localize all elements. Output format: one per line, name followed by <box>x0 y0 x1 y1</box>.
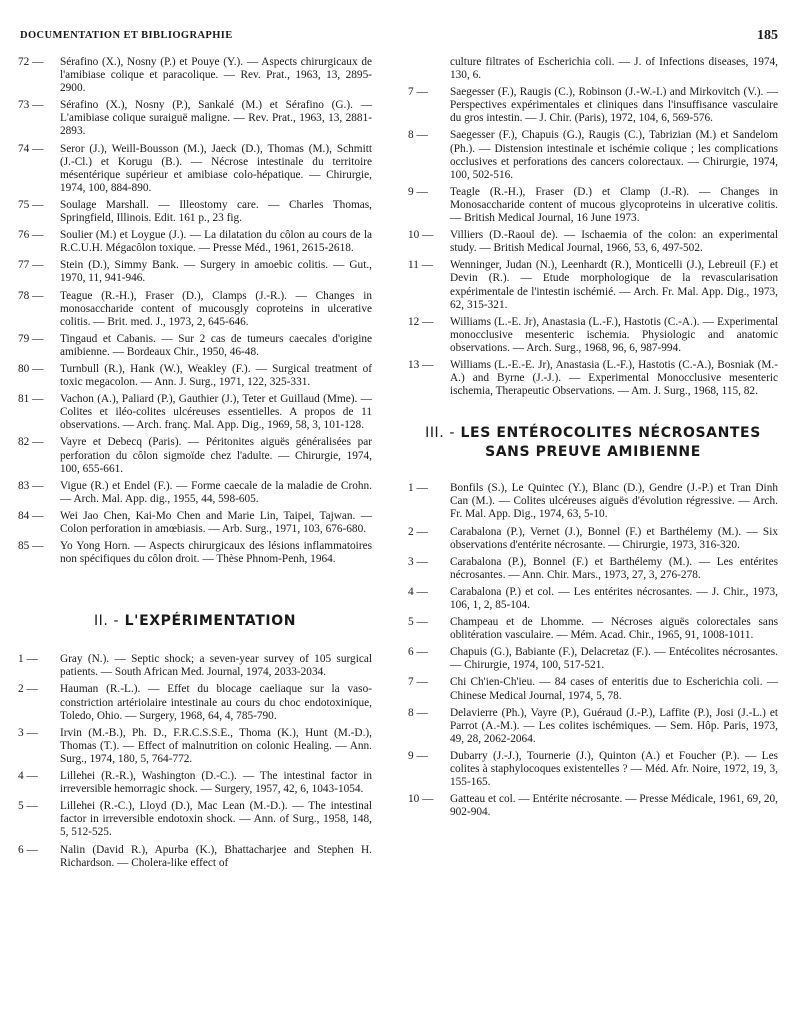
right-column <box>408 56 778 823</box>
reference-entry <box>18 653 372 679</box>
reference-text: Sérafino (X.), Nosny (P.), Sankalé (M.) et Sérafino (G.). — L'amibiase colique suraiguë maligne. — Rev. Prat., 1963, 13, 2881-2893. <box>60 99 372 138</box>
reference-number: 80 — <box>18 362 44 375</box>
reference-entry <box>408 186 778 225</box>
reference-entry <box>18 199 372 225</box>
reference-number: 2 — <box>408 525 428 538</box>
section-heading-experimentation <box>18 612 372 631</box>
section-number: III. - <box>425 425 456 442</box>
reference-text: culture filtrates of Escherichia coli. — J. of Infections diseases, 1974, 130, 6. <box>450 56 778 82</box>
reference-text: Vigue (R.) et Endel (F.). — Forme caecale de la maladie de Crohn. — Arch. Mal. App. dig., 1955, 44, 598-605. <box>60 479 372 505</box>
reference-entry <box>408 676 778 702</box>
reference-number: 8 — <box>408 129 428 142</box>
running-title: DOCUMENTATION ET BIBLIOGRAPHIE <box>20 30 233 41</box>
reference-text: Lillehei (R.-R.), Washington (D.-C.). — The intestinal factor in irreversible hemorragic shock. — Surgery, 1957, 42, 6, 1043-1054. <box>60 770 372 796</box>
reference-number: 9 — <box>408 749 428 762</box>
reference-text: Carabalona (P.), Vernet (J.), Bonnel (F.) et Barthélemy (M.). — Six observations d'entérite nécrosante. — Chirurgie, 1973, 316-320. <box>450 525 778 551</box>
reference-number: 10 — <box>408 229 434 242</box>
section-title: L'EXPÉRIMENTATION <box>124 613 297 630</box>
reference-number: 6 — <box>408 646 428 659</box>
reference-text: Williams (L.-E.-E. Jr), Anastasia (L.-F.), Hastotis (C.-A.), Bosniak (M.-A.) and Byrne (J.-J.). — Experimental Monocclusive mesenteric ischemia, Therapeutic Observations. — Am. J. Surg., 1968, 115, 82. <box>450 358 778 398</box>
reference-entry <box>18 56 372 95</box>
reference-list-part-4 <box>408 482 778 819</box>
reference-number: 78 — <box>18 289 44 302</box>
reference-text: Wenninger, Judan (N.), Leenhardt (R.), Monticelli (J.), Lebreuil (F.) et Devin (R.). — Etude morphologique de la revascularisation expérimentale de l'intestin ischémié. — Arch. Fr. Mal. App. Dig., 1973, 62, 315-321. <box>450 259 778 311</box>
reference-text: Bonfils (S.), Le Quintec (Y.), Blanc (D.), Gendre (J.-P.) et Tran Dinh Can (M.). — Colites ulcéreuses aiguës d'évolution régressive. — Arch. Fr. Mal. App. Dig., 1974, 63, 5-10. <box>450 482 778 521</box>
reference-entry <box>18 393 372 432</box>
reference-number: 76 — <box>18 229 44 242</box>
reference-text: Villiers (D.-Raoul de). — Ischaemia of the colon: an experimental study. — British Medical Journal, 1966, 53, 6, 497-502. <box>450 229 778 255</box>
reference-list-part-1 <box>18 56 372 566</box>
reference-text: Gray (N.). — Septic shock; a seven-year survey of 105 surgical patients. — South African Med. Journal, 1974, 2033-2034. <box>60 653 372 679</box>
reference-entry <box>408 750 778 789</box>
reference-text: Seror (J.), Weill-Bousson (M.), Jaeck (D.), Thomas (M.), Schmitt (J.-Cl.) et Korugu (B.). — Nécrose intestinale du territoire mésentérique supérieur et amibiase colo-hépatique. — Chirurgie, 1974, 100, 884-890. <box>60 142 372 194</box>
reference-number: 81 — <box>18 393 44 406</box>
reference-number: 74 — <box>18 142 44 155</box>
reference-number: 5 — <box>18 800 38 813</box>
reference-number: 1 — <box>408 482 428 495</box>
reference-text: Nalin (David R.), Apurba (K.), Bhattacharjee and Stephen H. Richardson. — Cholera-like effect of <box>60 843 372 869</box>
reference-number: 10 — <box>408 793 434 806</box>
reference-number: 73 — <box>18 99 44 112</box>
reference-entry <box>408 316 778 355</box>
reference-entry <box>408 616 778 642</box>
reference-number: 7 — <box>408 676 428 689</box>
reference-number: 83 — <box>18 479 44 492</box>
reference-number: 85 — <box>18 540 44 553</box>
reference-entry <box>408 707 778 746</box>
reference-number: 3 — <box>18 726 38 739</box>
reference-text: Yo Yong Horn. — Aspects chirurgicaux des lésions inflammatoires non spécifiques du côlon droit. — Thèse Phnom-Penh, 1964. <box>60 540 372 566</box>
reference-text: Soulier (M.) et Loygue (J.). — La dilatation du côlon au cours de la R.C.U.H. Mégacôlon toxique. — Presse Méd., 1961, 2615-2618. <box>60 229 372 255</box>
reference-text: Champeau et de Lhomme. — Nécroses aiguës colorectales sans oblitération vasculaire. — Mém. Acad. Chir., 1965, 91, 1008-1011. <box>450 616 778 642</box>
section-title-line-1: III. - LES ENTÉROCOLITES NÉCROSANTES <box>425 425 761 442</box>
reference-text: Carabalona (P.), Bonnel (F.) et Barthélemy (M.). — Les entérites nécrosantes. — Ann. Chir. Mars., 1973, 27, 3, 276-278. <box>450 555 778 581</box>
reference-entry <box>18 800 372 839</box>
reference-entry <box>18 436 372 475</box>
reference-text: Carabalona (P.) et col. — Les entérites nécrosantes. — J. Chir., 1973, 106, 1, 2, 85-104. <box>450 585 778 611</box>
reference-entry <box>408 526 778 552</box>
reference-list-part-2 <box>18 653 372 869</box>
reference-entry <box>18 333 372 359</box>
reference-entry <box>18 259 372 285</box>
reference-text: Gatteau et col. — Entérite nécrosante. — Presse Médicale, 1961, 69, 20, 902-904. <box>450 793 778 819</box>
reference-text: Teague (R.-H.), Fraser (D.), Clamps (J.-R.). — Changes in monosaccharide content of mucousgly coproteins in ulcerative colitis. — Brit. med. J., 1973, 2, 645-646. <box>60 289 372 328</box>
reference-number: 4 — <box>18 770 38 783</box>
section-number: II. - <box>93 613 120 630</box>
reference-text: Chapuis (G.), Babiante (F.), Delacretaz (F.). — Entécolites nécrosantes. — Chirurgie, 1974, 100, 517-521. <box>450 646 778 672</box>
left-column <box>18 56 372 874</box>
reference-text: Chi Ch'ien-Ch'ieu. — 84 cases of enteritis due to Escherichia coli. — Chinese Medical Journal, 1974, 5, 78. <box>450 676 778 702</box>
reference-text: Hauman (R.-L.). — Effet du blocage caeliaque sur la vaso-constriction artériolaire intestinale au cours du choc endotoxinique, Toledo, Ohio. — Surgery, 1968, 64, 4, 785-790. <box>60 683 372 722</box>
reference-number: 7 — <box>408 86 428 99</box>
reference-number: 2 — <box>18 683 38 696</box>
page-number: 185 <box>757 28 778 43</box>
reference-entry <box>408 793 778 819</box>
reference-text: Dubarry (J.-J.), Tournerie (J.), Quinton (A.) et Foucher (P.). — Les colites à staphylocoques existentelles ? — Méd. Afr. Noire, 1972, 19, 3, 155-165. <box>450 749 778 789</box>
reference-entry <box>408 586 778 612</box>
reference-number: 75 — <box>18 198 44 211</box>
reference-number: 1 — <box>18 653 38 666</box>
reference-entry <box>408 556 778 582</box>
reference-entry <box>18 290 372 329</box>
reference-entry <box>18 480 372 506</box>
reference-entry <box>18 363 372 389</box>
page-header <box>20 28 778 46</box>
reference-text: Sérafino (X.), Nosny (P.) et Pouye (Y.). — Aspects chirurgicaux de l'amibiase colique et paracolique. — Rev. Prat., 1963, 13, 2895-2900. <box>60 56 372 95</box>
reference-entry <box>18 99 372 138</box>
reference-text: Turnbull (R.), Hank (W.), Weakley (F.). — Surgical treatment of toxic megacolon. — Ann. J. Surg., 1971, 122, 325-331. <box>60 362 372 389</box>
reference-text: Saegesser (F.), Chapuis (G.), Raugis (C.), Tabrizian (M.) et Sandelom (Ph.). — Distension intestinale et ischémie colique ; les complications occlusives et perforations des cancers colorectaux. — Chirurgie, 1974, 100, 502-516. <box>450 129 778 181</box>
reference-entry <box>18 727 372 766</box>
reference-text: Irvin (M.-B.), Ph. D., F.R.C.S.S.E., Thoma (K.), Hunt (M.-D.), Thomas (T.). — Effect of malnutrition on colonic Healing. — Ann. Surg., 1974, 180, 5, 764-772. <box>60 726 372 765</box>
reference-entry <box>18 229 372 255</box>
reference-entry <box>408 56 778 82</box>
reference-entry <box>18 540 372 566</box>
reference-text: Lillehei (R.-C.), Lloyd (D.), Mac Lean (M.-D.). — The intestinal factor in irreversible endotoxin shock. — Ann. of Surg., 1958, 148, 5, 512-525. <box>60 800 372 839</box>
reference-entry <box>18 143 372 195</box>
reference-number: 84 — <box>18 509 44 522</box>
reference-entry <box>408 129 778 181</box>
reference-text: Williams (L.-E. Jr), Anastasia (L.-F.), Hastotis (C.-A.). — Experimental monocclusive mesenteric ischemia. Physiologic and anatomic observations. — Arch. Surg., 1968, 96, 6, 987-994. <box>450 315 778 354</box>
reference-number: 12 — <box>408 315 434 328</box>
reference-number: 6 — <box>18 843 38 856</box>
reference-entry <box>408 359 778 398</box>
reference-entry <box>18 770 372 796</box>
section-heading-necrotizing-enterocolitis <box>408 424 778 462</box>
reference-number: 13 — <box>408 358 434 371</box>
reference-entry <box>408 86 778 125</box>
reference-number: 5 — <box>408 616 428 629</box>
reference-text: Tingaud et Cabanis. — Sur 2 cas de tumeurs caecales d'origine amibienne. — Bordeaux Chir., 1950, 46-48. <box>60 332 372 358</box>
reference-entry <box>408 482 778 521</box>
reference-entry <box>408 229 778 255</box>
reference-text: Soulage Marshall. — Illeostomy care. — Charles Thomas, Springfield, Illinois. Edit. 161 p., 23 fig. <box>60 198 372 225</box>
reference-entry <box>18 844 372 870</box>
reference-entry <box>18 683 372 722</box>
reference-text: Wei Jao Chen, Kai-Mo Chen and Marie Lin, Taipei, Tajwan. — Colon perforation in amœbiasis. — Arb. Surg., 1971, 103, 676-680. <box>60 509 372 535</box>
reference-number: 8 — <box>408 706 428 719</box>
reference-entry <box>408 259 778 311</box>
reference-number: 4 — <box>408 585 428 598</box>
reference-text: Teagle (R.-H.), Fraser (D.) et Clamp (J.-R). — Changes in Monosaccharide content of mucous glycoproteins in ulcerative colitis. — British Medical Journal, 16 June 1973. <box>450 185 778 225</box>
reference-text: Vachon (A.), Paliard (P.), Gauthier (J.), Teter et Guillaud (Mme). — Colites et iléo-colites ulcéreuses essentielles. A propos de 11 observations. — Arch. franç. Mal. App. Dig., 1969, 58, 3, 101-128. <box>60 393 372 432</box>
reference-number: 3 — <box>408 555 428 568</box>
reference-entry <box>408 646 778 672</box>
reference-entry <box>18 510 372 536</box>
reference-text: Vayre et Debecq (Paris). — Péritonites aiguës généralisées par perforation du côlon sigmoïde chez l'adulte. — Chirurgie, 1974, 100, 655-661. <box>60 436 372 475</box>
reference-number: 79 — <box>18 332 44 345</box>
reference-number: 77 — <box>18 259 44 272</box>
section-title-line-2: SANS PREUVE AMIBIENNE <box>485 444 701 461</box>
reference-text: Stein (D.), Simmy Bank. — Surgery in amoebic colitis. — Gut., 1970, 11, 941-946. <box>60 259 372 285</box>
reference-text: Saegesser (F.), Raugis (C.), Robinson (J.-W.-I.) and Mirkovitch (V.). — Perspectives expérimentales et cliniques dans l'insuffisance vasculaire du gros intestin. — J. Chir. (Paris), 1972, 104, 6, 569-576. <box>450 86 778 125</box>
reference-list-part-3 <box>408 56 778 398</box>
reference-number: 82 — <box>18 436 44 449</box>
reference-number: 72 — <box>18 56 44 68</box>
reference-number: 11 — <box>408 259 433 272</box>
reference-number: 9 — <box>408 185 428 198</box>
reference-text: Delavierre (Ph.), Vayre (P.), Guéraud (J.-P.), Laffite (P.), Josi (J.-L.) et Parrot (A.-M.). — Les colites ischémiques. — Sem. Hôp. Paris, 1973, 49, 28, 2062-2064. <box>450 706 778 745</box>
